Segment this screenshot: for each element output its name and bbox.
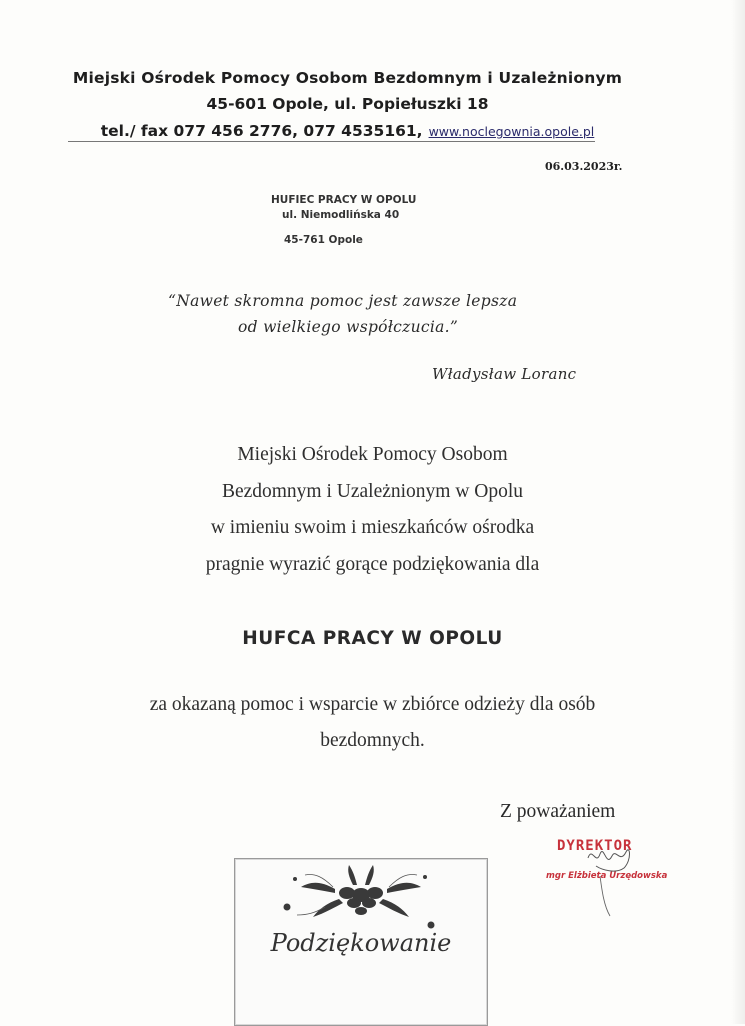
- letter-body: [60, 437, 685, 583]
- quote-line-2: od wielkiego współczucia.”: [238, 318, 459, 336]
- recipient-street: ul. Niemodlińska 40: [282, 209, 400, 221]
- stamp-title: DYREKTOR: [557, 838, 633, 854]
- recipient-city: 45-761 Opole: [284, 234, 363, 246]
- quote-line-1: “Nawet skromna pomoc jest zawsze lepsza: [168, 292, 518, 310]
- letterhead: [70, 66, 625, 145]
- recipient-emphasis: HUFCA PRACY W OPOLU: [242, 628, 503, 649]
- body-line: pragnie wyrazić gorące podziękowania dla: [205, 553, 540, 575]
- letterhead-address: 45-601 Opole, ul. Popiełuszki 18: [206, 95, 489, 113]
- body-line: Bezdomnym i Uzależnionym w Opolu: [221, 480, 524, 502]
- letterhead-phone: tel./ fax 077 456 2776, 077 4535161,: [100, 122, 423, 140]
- recipient-address: [256, 193, 416, 248]
- page-edge-shadow: [731, 0, 745, 1024]
- stamp-name: mgr Elżbieta Urzędowska: [546, 871, 668, 881]
- letterhead-divider: [68, 141, 595, 142]
- motto-quote: [160, 288, 580, 340]
- card-title: Podziękowanie: [270, 929, 452, 957]
- body-line: w imieniu swoim i mieszkańców ośrodka: [210, 517, 535, 538]
- body-line: Miejski Ośrodek Pomocy Osobom: [237, 444, 508, 465]
- quote-author: Władysław Loranc: [432, 365, 577, 383]
- letter-date: 06.03.2023r.: [545, 160, 623, 173]
- letterhead-website-link[interactable]: www.noclegownia.opole.pl: [428, 124, 595, 139]
- thanks-text: [60, 687, 685, 759]
- recipient-name: HUFIEC PRACY W OPOLU: [271, 194, 417, 206]
- thanks-line: bezdomnych.: [320, 730, 425, 751]
- letterhead-organization: Miejski Ośrodek Pomocy Osobom Bezdomnym i Uzależnionym: [72, 69, 623, 87]
- director-stamp: [540, 836, 690, 946]
- thanks-line: za okazaną pomoc i wsparcie w zbiórce odzieży dla osób: [149, 694, 596, 715]
- thank-you-card: [234, 858, 488, 1026]
- closing-salutation: Z poważaniem: [500, 801, 616, 822]
